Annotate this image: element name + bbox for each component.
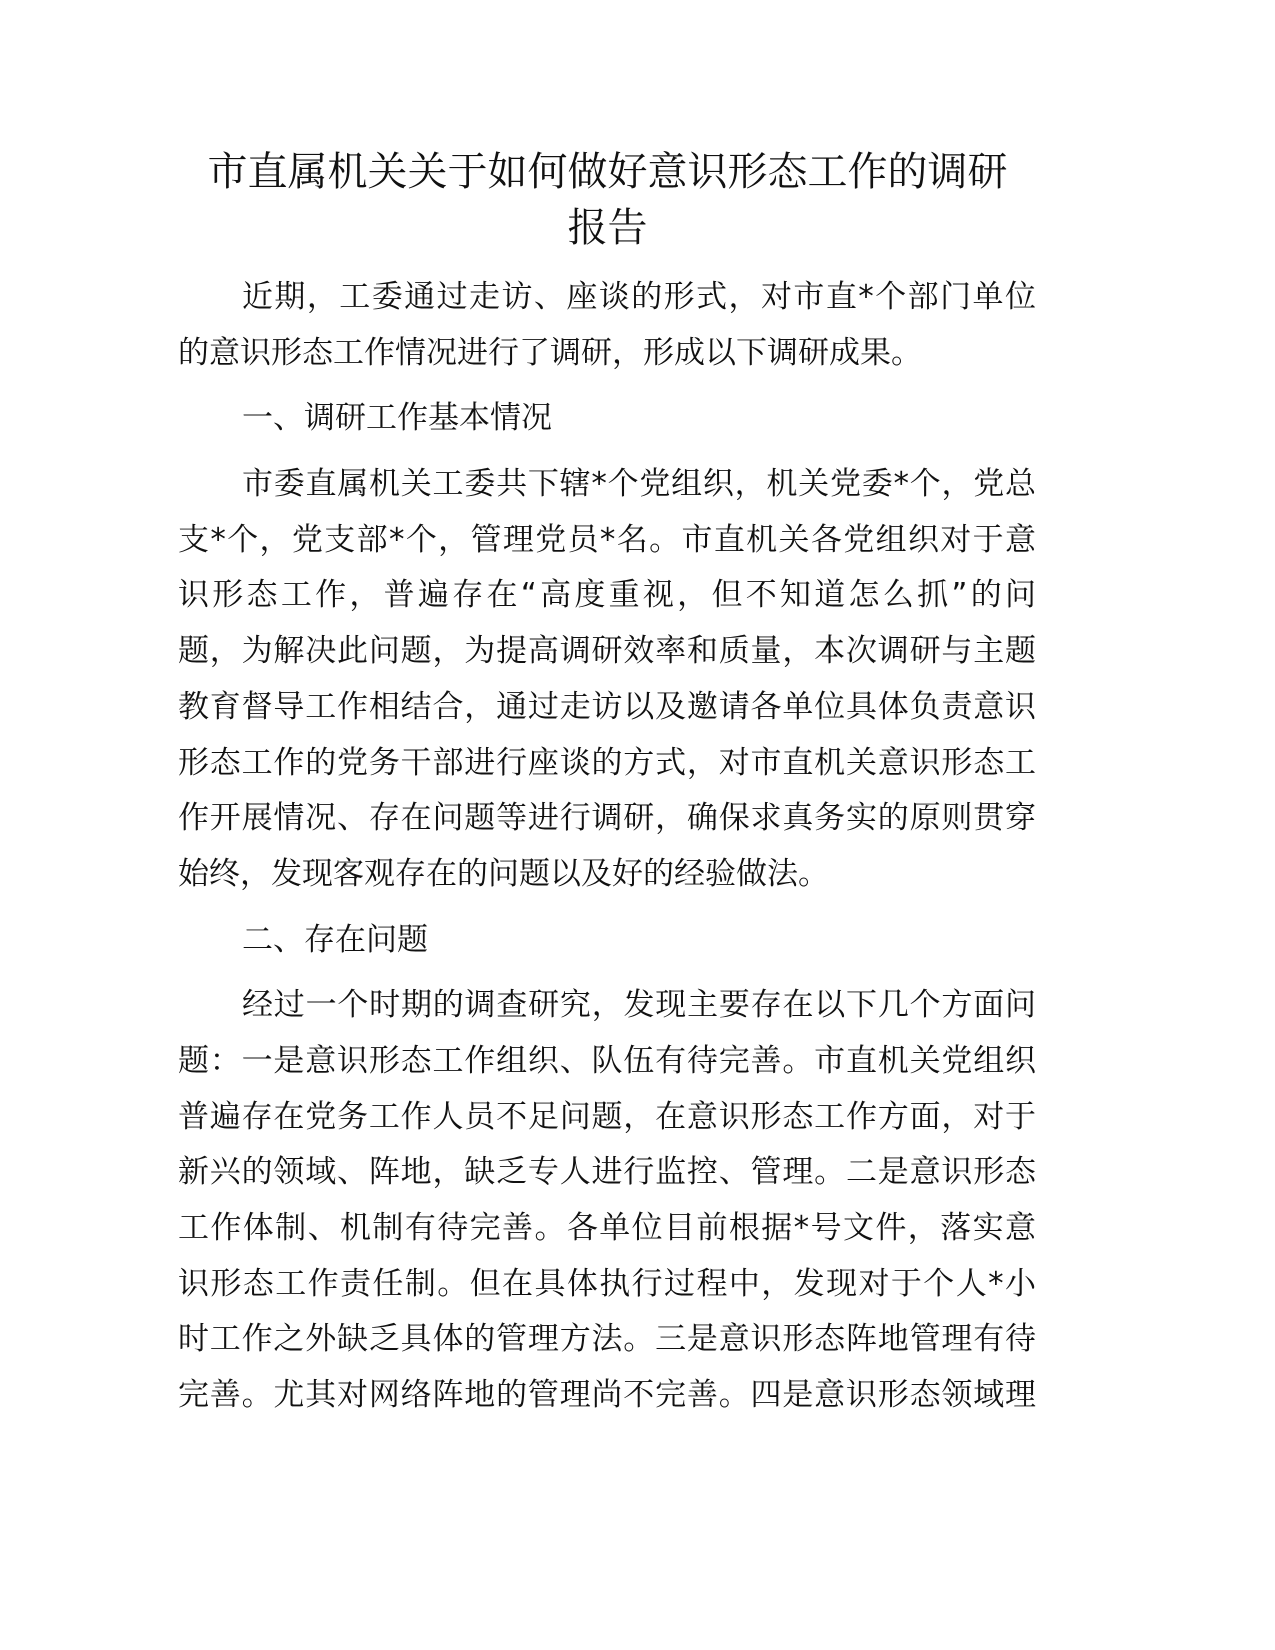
text-line: 题：一是意识形态工作组织、队伍有待完善。市直机关党组织	[178, 1042, 1036, 1079]
text-line: 经过一个时期的调查研究，发现主要存在以下几个方面问	[242, 987, 1036, 1024]
paragraph	[178, 457, 1036, 903]
text-line: 作开展情况、存在问题等进行调研，确保求真务实的原则贯穿	[178, 800, 1036, 837]
text-line: 题，为解决此问题，为提高调研效率和质量，本次调研与主题	[178, 633, 1036, 670]
section-heading	[178, 913, 1036, 969]
section-heading	[178, 391, 1036, 447]
text-line: 时工作之外缺乏具体的管理方法。三是意识形态阵地管理有待	[178, 1321, 1036, 1358]
text-line: 近期，工委通过走访、座谈的形式，对市直*个部门单位	[242, 279, 1036, 315]
paragraph	[178, 270, 1036, 381]
text-line: 形态工作的党务干部进行座谈的方式，对市直机关意识形态工	[178, 744, 1036, 781]
text-line: 识形态工作责任制。但在具体执行过程中，发现对于个人*小	[178, 1265, 1036, 1302]
text-line: 二、存在问题	[242, 921, 428, 958]
title-line-1: 市直属机关关于如何做好意识形态工作的调研	[207, 149, 1008, 195]
text-line: 始终，发现客观存在的问题以及好的经验做法。	[178, 855, 829, 892]
text-line: 市委直属机关工委共下辖*个党组织，机关党委*个，党总	[242, 466, 1036, 503]
text-line: 完善。尤其对网络阵地的管理尚不完善。四是意识形态领域理	[178, 1377, 1036, 1414]
text-line: 新兴的领域、阵地，缺乏专人进行监控、管理。二是意识形态	[178, 1154, 1036, 1191]
document-body	[178, 270, 1036, 1434]
text-line: 一、调研工作基本情况	[242, 400, 552, 437]
text-line: 普遍存在党务工作人员不足问题，在意识形态工作方面，对于	[178, 1098, 1036, 1135]
text-line: 的意识形态工作情况进行了调研，形成以下调研成果。	[178, 334, 922, 371]
title-line-2: 报告	[567, 205, 648, 251]
document-title	[150, 144, 1065, 256]
text-line: 工作体制、机制有待完善。各单位目前根据*号文件，落实意	[178, 1210, 1036, 1246]
text-line: 识形态工作，普遍存在“高度重视，但不知道怎么抓”的问	[178, 577, 1036, 614]
paragraph	[178, 978, 1036, 1424]
text-line: 教育督导工作相结合，通过走访以及邀请各单位具体负责意识	[178, 688, 1036, 725]
text-line: 支*个，党支部*个，管理党员*名。市直机关各党组织对于意	[178, 521, 1036, 558]
